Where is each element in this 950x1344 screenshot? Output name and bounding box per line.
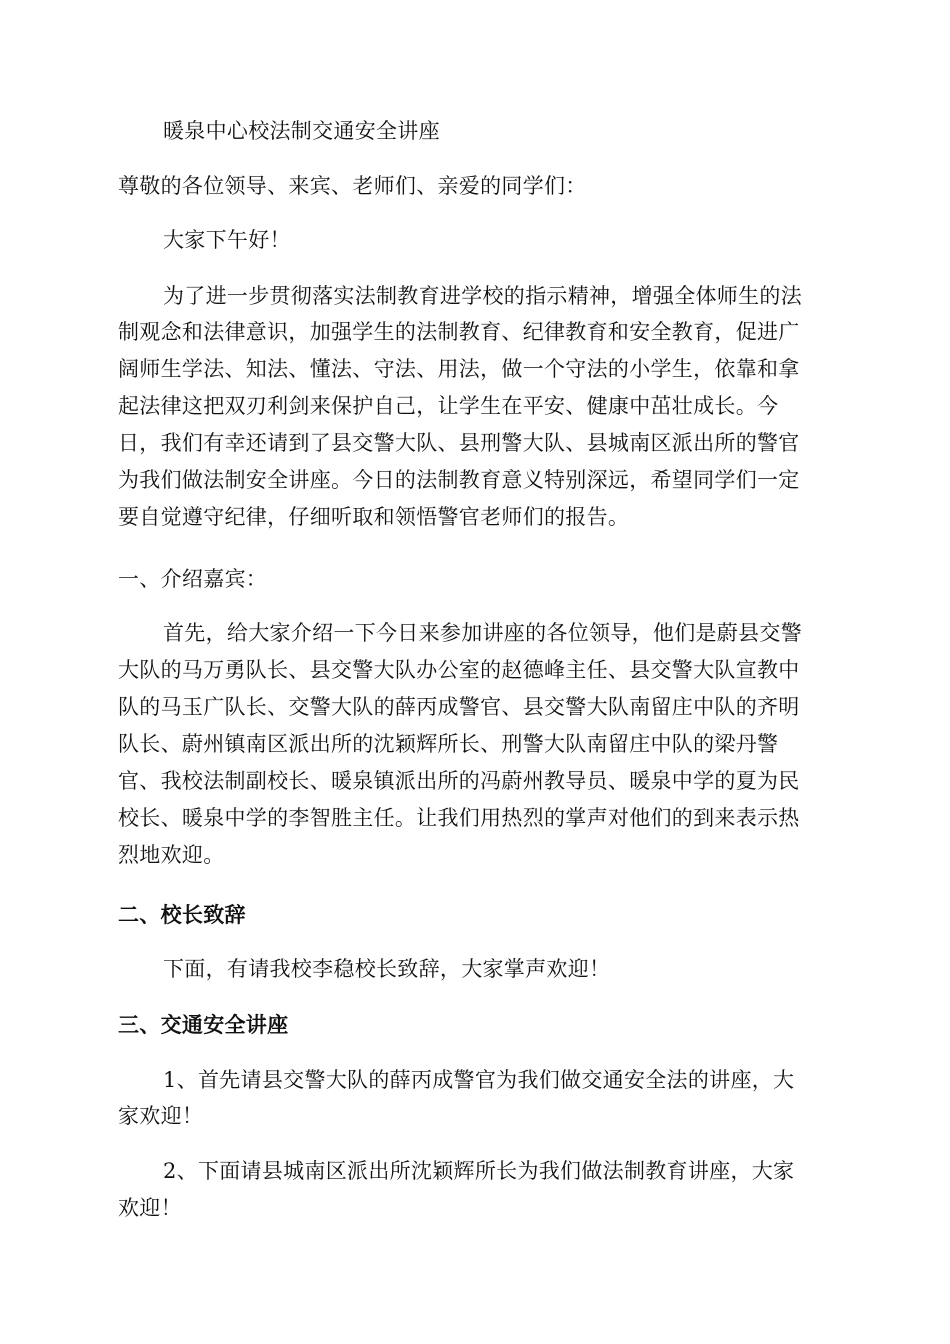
paragraph-line: 大队的马万勇队长、县交警大队办公室的赵德峰主任、县交警大队宣教中 — [118, 658, 800, 682]
paragraph-line: 阔师生学法、知法、懂法、守法、用法，做一个守法的小学生，依靠和拿 — [118, 357, 800, 381]
section-heading-guests: 一、介绍嘉宾： — [118, 567, 268, 591]
paragraph-line: 官、我校法制副校长、暖泉镇派出所的冯蔚州教导员、暖泉中学的夏为民 — [118, 769, 800, 793]
salutation: 尊敬的各位领导、来宾、老师们、亲爱的同学们： — [118, 174, 587, 198]
section-heading-traffic: 三、交通安全讲座 — [118, 1013, 289, 1037]
principal-text: 下面，有请我校李稳校长致辞，大家掌声欢迎！ — [163, 957, 611, 981]
paragraph-line: 烈地欢迎。 — [118, 843, 225, 867]
paragraph-line: 1、首先请县交警大队的薛丙成警官为我们做交通安全法的讲座，大 — [163, 1068, 795, 1092]
paragraph-line: 为了进一步贯彻落实法制教育进学校的指示精神，增强全体师生的法 — [163, 284, 802, 308]
document-title: 暖泉中心校法制交通安全讲座 — [163, 119, 440, 143]
paragraph-line: 制观念和法律意识，加强学生的法制教育、纪律教育和安全教育，促进广 — [118, 320, 800, 344]
paragraph-line: 2、下面请县城南区派出所沈颖辉所长为我们做法制教育讲座，大家 — [163, 1159, 795, 1183]
paragraph-line: 家欢迎！ — [118, 1104, 204, 1128]
paragraph-line: 要自觉遵守纪律，仔细听取和领悟警官老师们的报告。 — [118, 505, 630, 529]
paragraph-line: 队长、蔚州镇南区派出所的沈颖辉所长、刑警大队南留庄中队的梁丹警 — [118, 732, 779, 756]
paragraph-line: 起法律这把双刃利剑来保护自己，让学生在平安、健康中茁壮成长。今 — [118, 394, 779, 418]
paragraph-line: 为我们做法制安全讲座。今日的法制教育意义特别深远，希望同学们一定 — [118, 468, 800, 492]
paragraph-line: 队的马玉广队长、交警大队的薛丙成警官、县交警大队南留庄中队的齐明 — [118, 695, 800, 719]
greeting: 大家下午好！ — [163, 228, 291, 252]
section-heading-principal: 二、校长致辞 — [118, 903, 246, 927]
paragraph-line: 日，我们有幸还请到了县交警大队、县刑警大队、县城南区派出所的警官 — [118, 431, 800, 455]
paragraph-line: 欢迎！ — [118, 1196, 182, 1220]
paragraph-line: 校长、暖泉中学的李智胜主任。让我们用热烈的掌声对他们的到来表示热 — [118, 806, 800, 830]
paragraph-line: 首先，给大家介绍一下今日来参加讲座的各位领导，他们是蔚县交警 — [163, 621, 802, 645]
